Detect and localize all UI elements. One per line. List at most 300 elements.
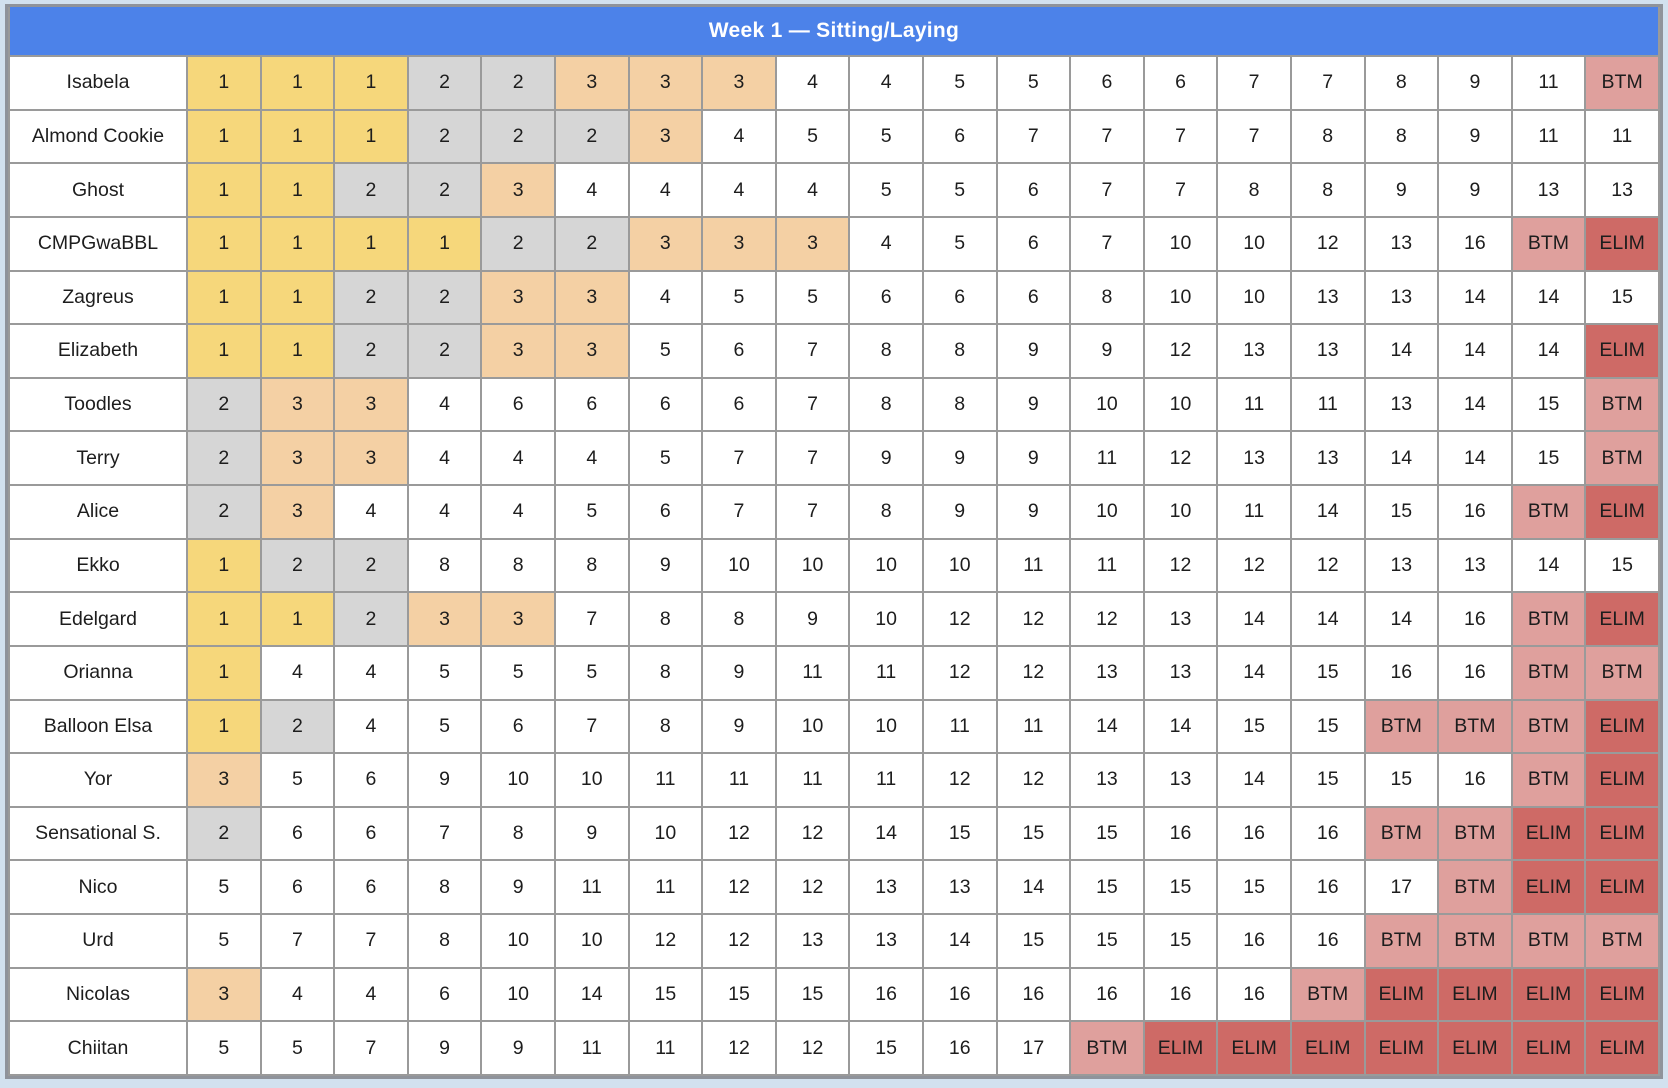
rank-cell: 3 — [481, 163, 555, 217]
rank-cell: 16 — [997, 968, 1071, 1022]
rank-cell: 10 — [849, 592, 923, 646]
rank-cell: 5 — [776, 110, 850, 164]
rank-cell: 14 — [849, 807, 923, 861]
rank-cell: 10 — [923, 539, 997, 593]
rank-cell: 9 — [555, 807, 629, 861]
rank-cell: BTM — [1585, 431, 1659, 485]
rank-cell: 15 — [1365, 485, 1439, 539]
rank-cell: 5 — [408, 646, 482, 700]
rank-cell: 12 — [776, 1021, 850, 1075]
rank-cell: 1 — [187, 324, 261, 378]
rank-cell: 1 — [187, 217, 261, 271]
rank-cell: 8 — [629, 592, 703, 646]
rank-cell: 5 — [187, 860, 261, 914]
rank-cell: 15 — [1070, 807, 1144, 861]
rank-cell: 7 — [1217, 56, 1291, 110]
player-name-cell: Urd — [9, 914, 187, 968]
player-name-cell: Edelgard — [9, 592, 187, 646]
rank-cell: 8 — [849, 378, 923, 432]
rank-cell: 2 — [334, 163, 408, 217]
rank-cell: 3 — [481, 324, 555, 378]
rank-cell: 15 — [1144, 860, 1218, 914]
rank-cell: 11 — [1217, 378, 1291, 432]
rank-cell: 7 — [555, 700, 629, 754]
rank-cell: 14 — [1438, 431, 1512, 485]
player-name-cell: Alice — [9, 485, 187, 539]
rank-cell: 16 — [849, 968, 923, 1022]
player-name-cell: Yor — [9, 753, 187, 807]
rank-cell: 5 — [849, 163, 923, 217]
rank-cell: 13 — [1291, 324, 1365, 378]
rank-cell: 12 — [1291, 539, 1365, 593]
rank-cell: 9 — [849, 431, 923, 485]
player-name-cell: Ekko — [9, 539, 187, 593]
rank-cell: 16 — [1438, 592, 1512, 646]
rank-cell: 10 — [481, 753, 555, 807]
player-name-cell: Nicolas — [9, 968, 187, 1022]
rank-cell: 13 — [1217, 324, 1291, 378]
rank-cell: 6 — [334, 753, 408, 807]
rank-cell: 6 — [481, 378, 555, 432]
rank-cell: 10 — [702, 539, 776, 593]
rank-cell: 12 — [702, 914, 776, 968]
rank-cell: 16 — [1291, 914, 1365, 968]
table-row — [9, 378, 1659, 432]
rank-cell: 5 — [481, 646, 555, 700]
rank-cell: ELIM — [1585, 860, 1659, 914]
table-row — [9, 539, 1659, 593]
rank-cell: 3 — [261, 431, 335, 485]
rank-cell: 9 — [997, 378, 1071, 432]
rank-cell: ELIM — [1512, 807, 1586, 861]
rank-cell: 2 — [481, 217, 555, 271]
rank-cell: 13 — [1512, 163, 1586, 217]
rank-cell: BTM — [1438, 860, 1512, 914]
rank-cell: 7 — [702, 485, 776, 539]
rank-cell: 15 — [1365, 753, 1439, 807]
rank-cell: 4 — [334, 646, 408, 700]
rank-cell: 4 — [408, 485, 482, 539]
rank-cell: 7 — [1144, 163, 1218, 217]
rank-cell: 1 — [261, 217, 335, 271]
player-name-cell: Toodles — [9, 378, 187, 432]
rank-cell: 3 — [481, 592, 555, 646]
rank-cell: 14 — [1512, 271, 1586, 325]
rank-cell: 7 — [1291, 56, 1365, 110]
rank-cell: 11 — [849, 646, 923, 700]
rank-cell: 1 — [187, 110, 261, 164]
rank-cell: 2 — [334, 539, 408, 593]
rank-cell: 9 — [923, 431, 997, 485]
rank-cell: 14 — [1438, 378, 1512, 432]
table-row — [9, 914, 1659, 968]
rank-cell: 7 — [1070, 217, 1144, 271]
rank-cell: 4 — [408, 431, 482, 485]
rank-cell: ELIM — [1512, 968, 1586, 1022]
rank-cell: BTM — [1512, 700, 1586, 754]
table-row — [9, 110, 1659, 164]
rank-cell: 3 — [629, 217, 703, 271]
rank-cell: 7 — [261, 914, 335, 968]
rank-cell: 1 — [408, 217, 482, 271]
rank-cell: 11 — [923, 700, 997, 754]
rank-cell: 3 — [702, 217, 776, 271]
table-row — [9, 324, 1659, 378]
rank-cell: 11 — [555, 1021, 629, 1075]
rank-cell: ELIM — [1585, 753, 1659, 807]
rank-cell: 5 — [261, 1021, 335, 1075]
rank-cell: 16 — [1438, 646, 1512, 700]
rank-cell: ELIM — [1585, 968, 1659, 1022]
rank-cell: 2 — [408, 324, 482, 378]
rank-cell: 5 — [997, 56, 1071, 110]
rank-cell: 11 — [702, 753, 776, 807]
rank-cell: 8 — [1365, 56, 1439, 110]
rank-cell: 3 — [187, 968, 261, 1022]
rank-cell: 11 — [629, 1021, 703, 1075]
rank-cell: 7 — [776, 431, 850, 485]
rank-cell: 13 — [1365, 217, 1439, 271]
player-name-cell: Zagreus — [9, 271, 187, 325]
rank-cell: 3 — [481, 271, 555, 325]
rank-cell: 9 — [481, 1021, 555, 1075]
rank-cell: 4 — [776, 163, 850, 217]
table-row — [9, 807, 1659, 861]
rank-cell: 13 — [923, 860, 997, 914]
rank-cell: 10 — [849, 539, 923, 593]
rank-cell: 11 — [1070, 539, 1144, 593]
rank-cell: 10 — [1217, 271, 1291, 325]
rank-cell: 12 — [776, 860, 850, 914]
rank-cell: 12 — [923, 592, 997, 646]
rank-cell: ELIM — [1512, 860, 1586, 914]
rank-cell: 14 — [1365, 324, 1439, 378]
rank-cell: 15 — [1217, 860, 1291, 914]
rank-cell: BTM — [1585, 56, 1659, 110]
rank-cell: 7 — [555, 592, 629, 646]
rank-cell: 10 — [481, 914, 555, 968]
table-row — [9, 968, 1659, 1022]
rank-cell: 3 — [629, 110, 703, 164]
rank-cell: 14 — [1291, 592, 1365, 646]
rank-cell: 12 — [702, 860, 776, 914]
rank-cell: 8 — [629, 646, 703, 700]
rank-cell: BTM — [1512, 592, 1586, 646]
rank-cell: 5 — [776, 271, 850, 325]
rank-cell: 1 — [187, 539, 261, 593]
rank-cell: ELIM — [1585, 1021, 1659, 1075]
rank-cell: 13 — [1144, 646, 1218, 700]
rank-cell: 3 — [702, 56, 776, 110]
rank-cell: 12 — [923, 646, 997, 700]
rank-cell: ELIM — [1585, 807, 1659, 861]
rank-cell: BTM — [1512, 753, 1586, 807]
rank-cell: 1 — [261, 163, 335, 217]
rank-cell: 3 — [776, 217, 850, 271]
rank-cell: 5 — [629, 431, 703, 485]
rank-cell: 16 — [1365, 646, 1439, 700]
rank-cell: 9 — [997, 324, 1071, 378]
rank-cell: 2 — [408, 110, 482, 164]
rank-cell: 10 — [1070, 485, 1144, 539]
rank-cell: 6 — [997, 163, 1071, 217]
rank-cell: 4 — [555, 431, 629, 485]
rank-cell: 9 — [1365, 163, 1439, 217]
rank-cell: 2 — [187, 378, 261, 432]
rank-cell: 16 — [1291, 860, 1365, 914]
rank-cell: 8 — [849, 485, 923, 539]
rank-cell: 8 — [1291, 163, 1365, 217]
rank-cell: BTM — [1438, 807, 1512, 861]
rank-cell: 6 — [702, 378, 776, 432]
rank-cell: ELIM — [1291, 1021, 1365, 1075]
rank-cell: 4 — [481, 485, 555, 539]
rank-cell: 15 — [1585, 271, 1659, 325]
rank-cell: 14 — [1217, 753, 1291, 807]
rank-cell: 3 — [261, 485, 335, 539]
rank-cell: 4 — [408, 378, 482, 432]
rank-cell: 10 — [555, 914, 629, 968]
rank-cell: 9 — [702, 646, 776, 700]
rank-cell: 14 — [1217, 592, 1291, 646]
rank-cell: BTM — [1585, 914, 1659, 968]
rank-cell: 12 — [1144, 324, 1218, 378]
rank-cell: 6 — [1070, 56, 1144, 110]
rank-cell: 3 — [555, 324, 629, 378]
rank-cell: 8 — [923, 324, 997, 378]
rank-cell: 16 — [1291, 807, 1365, 861]
rank-cell: 12 — [1144, 431, 1218, 485]
rank-cell: 12 — [1291, 217, 1365, 271]
rank-cell: 14 — [1438, 324, 1512, 378]
rank-cell: ELIM — [1365, 968, 1439, 1022]
rank-cell: 3 — [555, 271, 629, 325]
rank-cell: 15 — [1291, 700, 1365, 754]
rank-cell: BTM — [1512, 217, 1586, 271]
rank-cell: 1 — [187, 271, 261, 325]
rank-cell: 12 — [1217, 539, 1291, 593]
rank-cell: 9 — [1070, 324, 1144, 378]
rank-cell: 1 — [187, 56, 261, 110]
rank-cell: 3 — [555, 56, 629, 110]
rank-cell: 15 — [1070, 860, 1144, 914]
rank-cell: 2 — [187, 807, 261, 861]
rank-cell: BTM — [1512, 914, 1586, 968]
rank-cell: 12 — [1144, 539, 1218, 593]
rank-cell: 2 — [481, 56, 555, 110]
rank-cell: 11 — [555, 860, 629, 914]
rank-cell: 11 — [629, 860, 703, 914]
rank-cell: 6 — [555, 378, 629, 432]
rank-cell: 6 — [923, 110, 997, 164]
player-name-cell: Elizabeth — [9, 324, 187, 378]
rank-cell: 5 — [187, 914, 261, 968]
rank-cell: 1 — [261, 592, 335, 646]
rank-cell: 8 — [555, 539, 629, 593]
rank-cell: 7 — [702, 431, 776, 485]
ranking-table — [8, 7, 1660, 1076]
rank-cell: 10 — [776, 539, 850, 593]
rank-cell: 5 — [923, 56, 997, 110]
rank-cell: 10 — [1144, 217, 1218, 271]
rank-cell: 6 — [261, 860, 335, 914]
rank-cell: BTM — [1438, 700, 1512, 754]
rank-cell: 9 — [997, 431, 1071, 485]
rank-cell: ELIM — [1585, 485, 1659, 539]
rank-cell: 15 — [1512, 431, 1586, 485]
rank-cell: 7 — [334, 1021, 408, 1075]
rank-cell: 12 — [702, 1021, 776, 1075]
rank-cell: 2 — [408, 56, 482, 110]
rank-cell: 11 — [1512, 110, 1586, 164]
rank-cell: ELIM — [1585, 592, 1659, 646]
rank-cell: 9 — [408, 753, 482, 807]
rank-cell: 11 — [1291, 378, 1365, 432]
rank-cell: BTM — [1585, 646, 1659, 700]
rank-cell: 2 — [261, 539, 335, 593]
rank-cell: 15 — [1144, 914, 1218, 968]
rank-cell: 5 — [555, 646, 629, 700]
table-header-row — [9, 7, 1659, 56]
rank-cell: 8 — [1217, 163, 1291, 217]
rank-cell: ELIM — [1438, 968, 1512, 1022]
rank-cell: 8 — [408, 914, 482, 968]
rank-cell: 12 — [997, 592, 1071, 646]
rank-cell: 3 — [408, 592, 482, 646]
rank-cell: 5 — [408, 700, 482, 754]
rank-cell: 14 — [555, 968, 629, 1022]
rank-cell: 14 — [923, 914, 997, 968]
rank-cell: 15 — [1217, 700, 1291, 754]
rank-cell: 7 — [334, 914, 408, 968]
rank-cell: 17 — [1365, 860, 1439, 914]
table-row — [9, 700, 1659, 754]
rank-cell: 2 — [408, 163, 482, 217]
rank-cell: 13 — [1217, 431, 1291, 485]
rank-cell: 4 — [776, 56, 850, 110]
rank-cell: 4 — [702, 163, 776, 217]
rank-cell: 7 — [776, 378, 850, 432]
table-frame — [5, 4, 1663, 1079]
rank-cell: 4 — [702, 110, 776, 164]
rank-cell: BTM — [1365, 700, 1439, 754]
rank-cell: 10 — [629, 807, 703, 861]
table-row — [9, 271, 1659, 325]
table-row — [9, 1021, 1659, 1075]
rank-cell: 1 — [187, 592, 261, 646]
rank-cell: 14 — [1217, 646, 1291, 700]
rank-cell: 16 — [1217, 968, 1291, 1022]
rank-cell: ELIM — [1144, 1021, 1218, 1075]
rank-cell: 12 — [629, 914, 703, 968]
rank-cell: 7 — [1070, 163, 1144, 217]
rank-cell: 6 — [629, 485, 703, 539]
rank-cell: 11 — [997, 700, 1071, 754]
rank-cell: 9 — [629, 539, 703, 593]
table-row — [9, 163, 1659, 217]
rank-cell: 13 — [1365, 271, 1439, 325]
rank-cell: 12 — [997, 646, 1071, 700]
rank-cell: 16 — [923, 1021, 997, 1075]
rank-cell: BTM — [1438, 914, 1512, 968]
rank-cell: 14 — [997, 860, 1071, 914]
rank-cell: 11 — [1512, 56, 1586, 110]
rank-cell: 13 — [849, 860, 923, 914]
rank-cell: 4 — [849, 56, 923, 110]
rank-cell: 5 — [555, 485, 629, 539]
rank-cell: 1 — [187, 646, 261, 700]
rank-cell: 9 — [702, 700, 776, 754]
rank-cell: 6 — [408, 968, 482, 1022]
rank-cell: 4 — [629, 163, 703, 217]
rank-cell: 1 — [187, 700, 261, 754]
rank-cell: 13 — [1291, 271, 1365, 325]
rank-cell: 6 — [481, 700, 555, 754]
rank-cell: 12 — [1070, 592, 1144, 646]
player-name-cell: Terry — [9, 431, 187, 485]
rank-cell: 8 — [1070, 271, 1144, 325]
rank-cell: ELIM — [1585, 324, 1659, 378]
table-title: Week 1 — Sitting/Laying — [9, 7, 1659, 56]
table-row — [9, 646, 1659, 700]
rank-cell: 5 — [702, 271, 776, 325]
rank-cell: 11 — [1070, 431, 1144, 485]
rank-cell: 7 — [1070, 110, 1144, 164]
player-name-cell: Balloon Elsa — [9, 700, 187, 754]
rank-cell: 6 — [997, 217, 1071, 271]
rank-cell: 4 — [629, 271, 703, 325]
rank-cell: ELIM — [1217, 1021, 1291, 1075]
player-name-cell: Isabela — [9, 56, 187, 110]
rank-cell: 2 — [555, 217, 629, 271]
rank-cell: 15 — [997, 914, 1071, 968]
rank-cell: 6 — [629, 378, 703, 432]
table-row — [9, 56, 1659, 110]
rank-cell: 2 — [334, 592, 408, 646]
rank-cell: 13 — [1070, 753, 1144, 807]
rank-cell: 10 — [1144, 485, 1218, 539]
rank-cell: 9 — [1438, 56, 1512, 110]
rank-cell: 2 — [408, 271, 482, 325]
rank-cell: 9 — [776, 592, 850, 646]
rank-cell: ELIM — [1365, 1021, 1439, 1075]
rank-cell: 2 — [261, 700, 335, 754]
rank-cell: 10 — [1070, 378, 1144, 432]
player-name-cell: Nico — [9, 860, 187, 914]
rank-cell: 14 — [1070, 700, 1144, 754]
rank-cell: 16 — [1438, 217, 1512, 271]
rank-cell: 15 — [1291, 646, 1365, 700]
rank-cell: 3 — [187, 753, 261, 807]
rank-cell: 8 — [702, 592, 776, 646]
table-row — [9, 860, 1659, 914]
rank-cell: 12 — [702, 807, 776, 861]
rank-cell: 13 — [1365, 539, 1439, 593]
rank-cell: 6 — [261, 807, 335, 861]
rank-cell: 5 — [923, 217, 997, 271]
rank-cell: 15 — [629, 968, 703, 1022]
rank-cell: 2 — [481, 110, 555, 164]
player-name-cell: Almond Cookie — [9, 110, 187, 164]
rank-cell: 10 — [1144, 271, 1218, 325]
rank-cell: BTM — [1291, 968, 1365, 1022]
rank-cell: 1 — [334, 110, 408, 164]
rank-cell: 11 — [997, 539, 1071, 593]
rank-cell: 9 — [408, 1021, 482, 1075]
rank-cell: 10 — [776, 700, 850, 754]
rank-cell: 8 — [481, 539, 555, 593]
rank-cell: 13 — [1291, 431, 1365, 485]
